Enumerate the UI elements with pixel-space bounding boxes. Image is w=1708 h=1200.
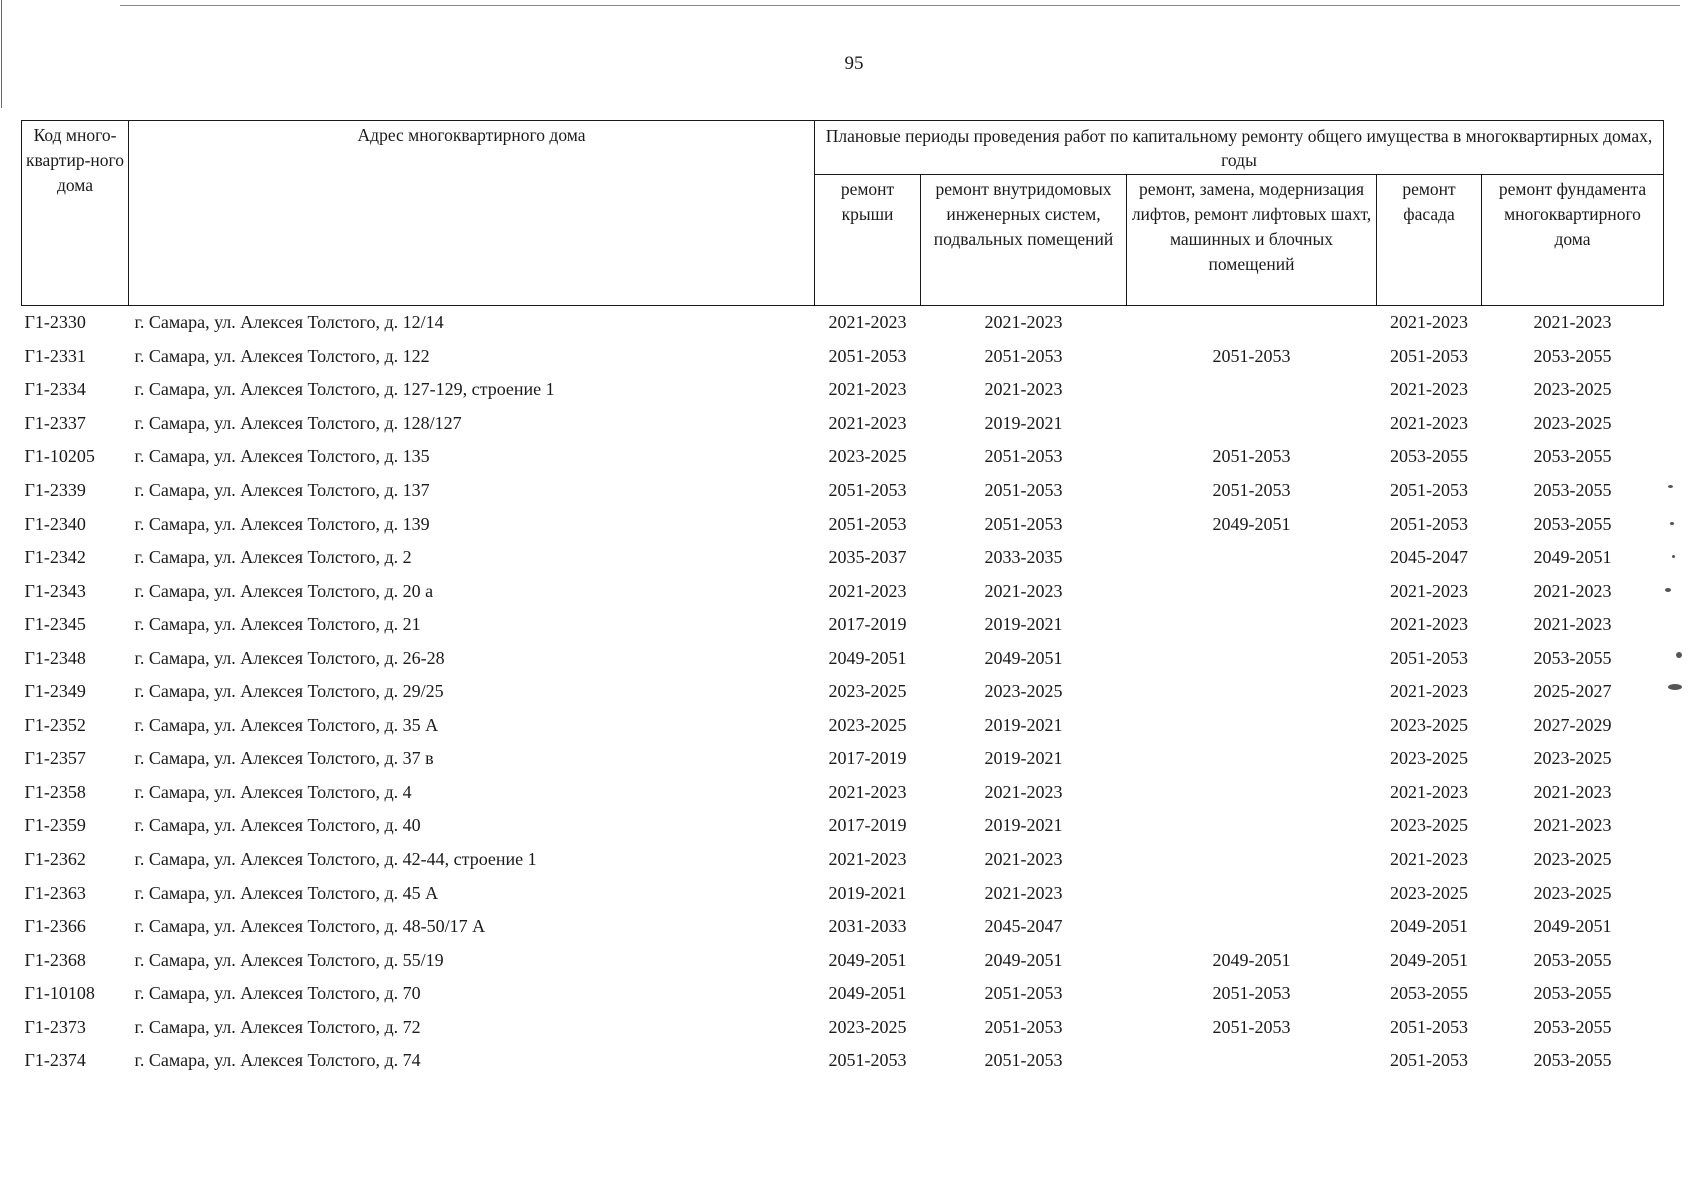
table-row [22, 1044, 1664, 1078]
cell-code: Г1-2334 [24, 379, 86, 400]
cell-foundation-period: 2053-2055 [1533, 446, 1612, 467]
cell-address: г. Самара, ул. Алексея Толстого, д. 35 А [134, 714, 439, 735]
cell-lifts-period [1127, 541, 1377, 575]
cell-roof-period: 2049-2051 [828, 949, 907, 970]
cell-address: г. Самара, ул. Алексея Толстого, д. 4 [134, 781, 412, 802]
cell-facade-period: 2051-2053 [1390, 513, 1468, 534]
cell-lifts-period [1127, 608, 1377, 642]
cell-lifts-period: 2051-2053 [1212, 446, 1291, 467]
cell-engineering-period: 2019-2021 [984, 815, 1063, 836]
header-roof: ремонт крыши [815, 175, 921, 306]
cell-lifts-period [1127, 675, 1377, 709]
table-row [22, 474, 1664, 508]
cell-lifts-period: 2051-2053 [1212, 1016, 1291, 1037]
cell-lifts-period [1127, 776, 1377, 810]
cell-facade-period: 2023-2025 [1390, 748, 1468, 769]
cell-foundation-period: 2021-2023 [1533, 781, 1612, 802]
cell-lifts-period [1127, 1044, 1377, 1078]
table-row [22, 641, 1664, 675]
cell-engineering-period: 2051-2053 [984, 983, 1063, 1004]
cell-lifts-period: 2051-2053 [1212, 983, 1291, 1004]
cell-facade-period: 2021-2023 [1390, 379, 1468, 400]
cell-roof-period: 2051-2053 [828, 480, 907, 500]
cell-address: г. Самара, ул. Алексея Толстого, д. 74 [134, 1050, 421, 1071]
cell-facade-period: 2021-2023 [1377, 306, 1482, 340]
cell-foundation-period: 2023-2025 [1533, 748, 1612, 769]
cell-address: г. Самара, ул. Алексея Толстого, д. 21 [134, 614, 421, 635]
cell-engineering-period: 2021-2023 [921, 306, 1127, 340]
table-row [22, 1010, 1664, 1044]
table-row [22, 876, 1664, 910]
cell-address: г. Самара, ул. Алексея Толстого, д. 29/25 [134, 681, 444, 702]
cell-address: г. Самара, ул. Алексея Толстого, д. 20 а [134, 580, 434, 601]
cell-engineering-period: 2021-2023 [984, 580, 1063, 601]
cell-code: Г1-2373 [24, 1016, 86, 1037]
scan-speck [1668, 684, 1682, 690]
cell-foundation-period: 2053-2055 [1533, 647, 1612, 668]
cell-address: г. Самара, ул. Алексея Толстого, д. 135 [134, 446, 430, 467]
cell-code: Г1-2331 [24, 345, 86, 366]
table-body [22, 306, 1664, 1078]
cell-facade-period: 2051-2053 [1390, 1050, 1468, 1071]
cell-address: г. Самара, ул. Алексея Толстого, д. 45 А [134, 882, 439, 903]
cell-code: Г1-10108 [24, 983, 95, 1004]
cell-facade-period: 2051-2053 [1390, 345, 1468, 366]
scan-speck [1672, 555, 1675, 558]
cell-address: г. Самара, ул. Алексея Толстого, д. 139 [134, 513, 430, 534]
header-code: Код много-квартир-ного дома [22, 121, 129, 306]
cell-facade-period: 2021-2023 [1390, 681, 1468, 702]
cell-code: Г1-2352 [24, 714, 86, 735]
header-foundation: ремонт фундамента многоквартирного дома [1482, 175, 1664, 306]
scan-speck [1668, 485, 1673, 488]
cell-address: г. Самара, ул. Алексея Толстого, д. 2 [134, 547, 412, 568]
cell-lifts-period [1127, 709, 1377, 743]
header-facade: ремонт фасада [1377, 175, 1482, 306]
cell-facade-period: 2051-2053 [1390, 1016, 1468, 1037]
cell-facade-period: 2045-2047 [1390, 547, 1468, 568]
cell-foundation-period: 2021-2023 [1482, 306, 1664, 340]
cell-code: Г1-2358 [24, 781, 86, 802]
cell-engineering-period: 2019-2021 [984, 748, 1063, 769]
cell-foundation-period: 2053-2055 [1533, 1050, 1612, 1071]
cell-lifts-period [1127, 742, 1377, 776]
cell-foundation-period: 2023-2025 [1533, 882, 1612, 903]
cell-code: Г1-2366 [24, 916, 86, 937]
table-row [22, 507, 1664, 541]
cell-code: Г1-2340 [24, 513, 86, 534]
cell-facade-period: 2021-2023 [1390, 412, 1468, 433]
cell-address: г. Самара, ул. Алексея Толстого, д. 26-28 [134, 647, 445, 668]
cell-roof-period: 2021-2023 [828, 580, 907, 601]
table-row [22, 574, 1664, 608]
cell-foundation-period: 2025-2027 [1533, 681, 1612, 702]
cell-facade-period: 2021-2023 [1390, 614, 1468, 635]
cell-code: Г1-2345 [24, 614, 86, 635]
table-row [22, 977, 1664, 1011]
cell-roof-period: 2019-2021 [828, 882, 907, 903]
cell-foundation-period: 2053-2055 [1533, 983, 1612, 1004]
table-row [22, 776, 1664, 810]
cell-foundation-period: 2021-2023 [1533, 614, 1612, 635]
cell-roof-period: 2051-2053 [828, 513, 907, 534]
cell-address: г. Самара, ул. Алексея Толстого, д. 72 [134, 1016, 421, 1037]
cell-facade-period: 2023-2025 [1390, 882, 1468, 903]
cell-engineering-period: 2019-2021 [984, 614, 1063, 635]
cell-engineering-period: 2051-2053 [984, 345, 1063, 366]
cell-engineering-period: 2021-2023 [984, 379, 1063, 400]
cell-facade-period: 2051-2053 [1390, 647, 1468, 668]
cell-address: г. Самара, ул. Алексея Толстого, д. 42-44, строение 1 [134, 849, 537, 870]
cell-code: Г1-2362 [24, 849, 86, 870]
header-lifts: ремонт, замена, модернизация лифтов, ремонт лифтовых шахт, машинных и блочных помещений [1127, 175, 1377, 306]
cell-roof-period: 2023-2025 [828, 681, 907, 702]
cell-roof-period: 2021-2023 [815, 306, 921, 340]
cell-roof-period: 2031-2033 [828, 916, 907, 937]
cell-address: г. Самара, ул. Алексея Толстого, д. 12/14 [129, 306, 815, 340]
scan-top-edge-line [120, 5, 1680, 6]
table-row [22, 608, 1664, 642]
cell-engineering-period: 2051-2053 [984, 513, 1063, 534]
cell-code: Г1-2348 [24, 647, 86, 668]
cell-facade-period: 2023-2025 [1390, 815, 1468, 836]
cell-roof-period: 2021-2023 [828, 781, 907, 802]
cell-lifts-period [1127, 843, 1377, 877]
cell-code: Г1-2342 [24, 547, 86, 568]
cell-roof-period: 2023-2025 [828, 1016, 907, 1037]
cell-roof-period: 2023-2025 [828, 446, 907, 467]
table-row [22, 943, 1664, 977]
cell-code: Г1-2330 [22, 306, 129, 340]
cell-foundation-period: 2053-2055 [1533, 513, 1612, 534]
scan-speck [1676, 652, 1682, 658]
cell-lifts-period [1127, 407, 1377, 441]
cell-foundation-period: 2023-2025 [1533, 379, 1612, 400]
cell-code: Г1-2343 [24, 580, 86, 601]
cell-lifts-period [1127, 876, 1377, 910]
cell-lifts-period [1127, 910, 1377, 944]
cell-address: г. Самара, ул. Алексея Толстого, д. 127-129, строение 1 [134, 379, 555, 400]
cell-address: г. Самара, ул. Алексея Толстого, д. 40 [134, 815, 421, 836]
cell-engineering-period: 2049-2051 [984, 949, 1063, 970]
cell-engineering-period: 2021-2023 [984, 849, 1063, 870]
cell-address: г. Самара, ул. Алексея Толстого, д. 122 [134, 345, 430, 366]
cell-roof-period: 2023-2025 [828, 714, 907, 735]
table-row [22, 709, 1664, 743]
page-number: 95 [844, 53, 864, 74]
cell-address: г. Самара, ул. Алексея Толстого, д. 37 в [134, 748, 434, 769]
table-row [22, 742, 1664, 776]
cell-roof-period: 2021-2023 [828, 412, 907, 433]
table-row [22, 809, 1664, 843]
cell-code: Г1-2349 [24, 681, 86, 702]
cell-roof-period: 2017-2019 [828, 815, 907, 836]
cell-roof-period: 2049-2051 [828, 983, 907, 1004]
cell-engineering-period: 2051-2053 [984, 1050, 1063, 1071]
cell-facade-period: 2053-2055 [1390, 983, 1468, 1004]
cell-foundation-period: 2021-2023 [1533, 580, 1612, 601]
cell-lifts-period: 2049-2051 [1212, 513, 1291, 534]
cell-address: г. Самара, ул. Алексея Толстого, д. 55/19 [134, 949, 444, 970]
cell-facade-period: 2021-2023 [1390, 849, 1468, 870]
cell-code: Г1-2337 [24, 412, 86, 433]
cell-lifts-period: 2051-2053 [1212, 345, 1291, 366]
cell-roof-period: 2017-2019 [828, 748, 907, 769]
cell-engineering-period: 2033-2035 [984, 547, 1063, 568]
cell-facade-period: 2021-2023 [1390, 580, 1468, 601]
cell-roof-period: 2017-2019 [828, 614, 907, 635]
cell-engineering-period: 2019-2021 [984, 714, 1063, 735]
cell-foundation-period: 2053-2055 [1533, 480, 1612, 500]
cell-engineering-period: 2021-2023 [984, 882, 1063, 903]
cell-code: Г1-2339 [24, 480, 86, 500]
cell-facade-period: 2049-2051 [1390, 916, 1468, 937]
table-row [22, 675, 1664, 709]
cell-address: г. Самара, ул. Алексея Толстого, д. 48-50/17 А [134, 916, 486, 937]
table-header [22, 121, 1664, 306]
table-row [22, 440, 1664, 474]
cell-foundation-period: 2053-2055 [1533, 949, 1612, 970]
scan-speck [1670, 522, 1674, 525]
cell-code: Г1-2359 [24, 815, 86, 836]
cell-lifts-period: 2051-2053 [1212, 480, 1291, 500]
scan-speck [1665, 588, 1671, 592]
cell-roof-period: 2021-2023 [828, 379, 907, 400]
cell-foundation-period: 2049-2051 [1533, 916, 1612, 937]
cell-roof-period: 2051-2053 [828, 345, 907, 366]
cell-foundation-period: 2023-2025 [1533, 849, 1612, 870]
cell-lifts-period [1127, 641, 1377, 675]
cell-lifts-period [1127, 574, 1377, 608]
cell-facade-period: 2021-2023 [1390, 781, 1468, 802]
cell-code: Г1-2368 [24, 949, 86, 970]
cell-facade-period: 2049-2051 [1390, 949, 1468, 970]
cell-engineering-period: 2049-2051 [984, 647, 1063, 668]
cell-code: Г1-2363 [24, 882, 86, 903]
cell-roof-period: 2051-2053 [828, 1050, 907, 1071]
cell-facade-period: 2051-2053 [1390, 480, 1468, 500]
table-row [22, 407, 1664, 441]
cell-lifts-period: 2049-2051 [1212, 949, 1291, 970]
cell-roof-period: 2035-2037 [828, 547, 907, 568]
cell-foundation-period: 2023-2025 [1533, 412, 1612, 433]
cell-roof-period: 2021-2023 [828, 849, 907, 870]
cell-engineering-period: 2021-2023 [984, 781, 1063, 802]
cell-lifts-period [1127, 306, 1377, 340]
cell-foundation-period: 2049-2051 [1533, 547, 1612, 568]
table-row [22, 843, 1664, 877]
cell-code: Г1-2357 [24, 748, 86, 769]
cell-code: Г1-2374 [24, 1050, 86, 1071]
cell-foundation-period: 2053-2055 [1533, 345, 1612, 366]
cell-engineering-period: 2023-2025 [984, 681, 1063, 702]
cell-foundation-period: 2021-2023 [1533, 815, 1612, 836]
cell-engineering-period: 2045-2047 [984, 916, 1063, 937]
header-engineering: ремонт внутридомовых инженерных систем, подвальных помещений [921, 175, 1127, 306]
cell-lifts-period [1127, 809, 1377, 843]
cell-engineering-period: 2019-2021 [984, 412, 1063, 433]
table-row [22, 306, 1664, 340]
table-row [22, 373, 1664, 407]
table-row [22, 910, 1664, 944]
table-row [22, 340, 1664, 374]
header-periods-group: Плановые периоды проведения работ по капитальному ремонту общего имущества в многоквартирных домах, годы [815, 121, 1664, 175]
cell-engineering-period: 2051-2053 [984, 480, 1063, 500]
cell-foundation-period: 2053-2055 [1533, 1016, 1612, 1037]
header-address: Адрес многоквартирного дома [129, 121, 815, 306]
cell-lifts-period [1127, 373, 1377, 407]
cell-facade-period: 2053-2055 [1390, 446, 1468, 467]
table-row [22, 541, 1664, 575]
cell-engineering-period: 2051-2053 [984, 446, 1063, 467]
cell-address: г. Самара, ул. Алексея Толстого, д. 128/127 [134, 412, 462, 433]
cell-address: г. Самара, ул. Алексея Толстого, д. 137 [134, 480, 430, 500]
cell-roof-period: 2049-2051 [828, 647, 907, 668]
cell-address: г. Самара, ул. Алексея Толстого, д. 70 [134, 983, 421, 1004]
cell-facade-period: 2023-2025 [1390, 714, 1468, 735]
cell-foundation-period: 2027-2029 [1533, 714, 1612, 735]
cell-engineering-period: 2051-2053 [984, 1016, 1063, 1037]
capital-repair-schedule-table [21, 120, 1664, 1078]
cell-code: Г1-10205 [24, 446, 95, 467]
